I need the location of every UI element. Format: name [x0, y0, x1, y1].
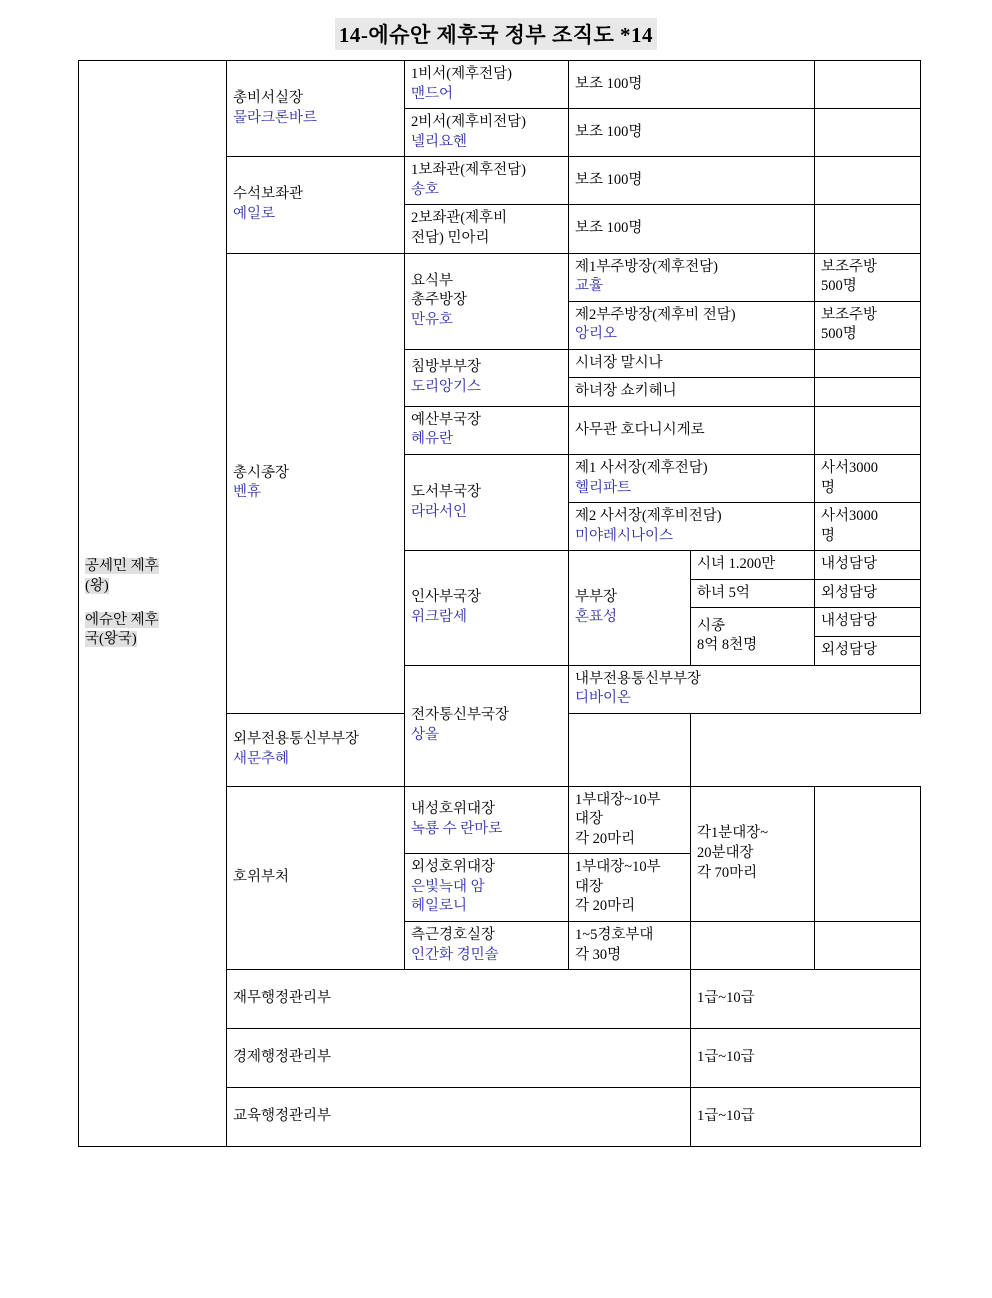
aide-1-name: 송호 [411, 181, 440, 198]
telecom-dept: 전자통신부국장 [411, 707, 510, 723]
secretary-1-name: 맨드어 [411, 85, 454, 102]
hr-staff-3-label: 시종 [697, 617, 726, 634]
budget-dept-cell [405, 406, 569, 454]
telecom-sub-1-label: 내부전용통신부부장 [575, 670, 702, 687]
kitchen-sub-1-cell [569, 253, 815, 301]
kitchen-sub-2-cell [569, 301, 815, 349]
kitchen-sub-1-count: 보조주방 [821, 258, 878, 275]
hr-staff-3-assign-2: 외성담당 [815, 636, 921, 665]
secretary-office-cell [227, 61, 405, 157]
guard-squad-line-3: 각 70마리 [697, 864, 758, 881]
chamberlain-title: 총시종장 [233, 464, 290, 481]
aide-1-role: 1보좌관(제후전담) [411, 162, 526, 179]
hr-vice-name: 혼표성 [575, 608, 618, 625]
library-sub-1-name: 헬리파트 [575, 479, 632, 496]
telecom-sub-2-name: 새문추혜 [233, 750, 290, 767]
guard-unit-3-detail-cell [569, 922, 691, 970]
ministry-3-grade: 1급~10급 [691, 1088, 921, 1147]
budget-name: 혜유란 [411, 431, 454, 448]
ministry-1-grade: 1급~10급 [691, 970, 921, 1029]
guard-unit-3-blank-1 [691, 922, 815, 970]
telecom-name: 상올 [411, 726, 440, 743]
library-sub-1-count-cell [815, 455, 921, 503]
hr-staff-2-label: 하녀 5억 [691, 579, 815, 608]
guard-title: 호위부처 [233, 869, 290, 886]
library-sub-1-count: 사서3000 [821, 460, 879, 476]
library-sub-2-count: 사서3000 [821, 508, 879, 525]
secretary-office-name: 물라크론바르 [233, 109, 318, 126]
hr-name: 위크람세 [411, 608, 468, 625]
hr-staff-1-label: 시녀 1.200만 [691, 551, 815, 580]
aide-1-role-cell [405, 157, 569, 205]
guard-cell [227, 786, 405, 970]
secretary-2-support: 보조 100명 [569, 109, 815, 157]
kitchen-sub-1-name: 교휼 [575, 278, 604, 295]
guard-unit-1-detail-2: 대장 [575, 811, 604, 828]
budget-sub-extra [815, 406, 921, 454]
guard-squad-line-2: 20분대장 [697, 845, 754, 862]
root-title-line3: 에슈안 제후 [85, 611, 159, 628]
telecom-sub-1-cell [569, 665, 921, 713]
library-sub-2-count-cell [815, 503, 921, 551]
guard-unit-1-name: 녹룡 수 란마로 [411, 820, 503, 837]
chief-aide-name: 예일로 [233, 205, 276, 222]
root-ruler-cell [79, 61, 227, 1147]
library-name: 라라서인 [411, 503, 468, 520]
bedchamber-sub-1-cell [569, 349, 815, 378]
kitchen-dept-cell [405, 253, 569, 349]
aide-1-extra [815, 157, 921, 205]
secretary-office-title: 총비서실장 [233, 90, 304, 107]
library-sub-2-count-2: 명 [821, 527, 836, 544]
hr-dept-cell [405, 551, 569, 665]
kitchen-sub-2-count: 보조주방 [821, 306, 878, 323]
kitchen-chief-name: 만유호 [411, 311, 454, 328]
kitchen-dept: 요식부 [411, 272, 454, 289]
kitchen-dept-2: 총주방장 [411, 292, 468, 309]
hr-vice-title: 부부장 [575, 589, 618, 606]
ministry-1-name: 재무행정관리부 [227, 970, 691, 1029]
table-row [79, 61, 921, 109]
kitchen-sub-2-label: 제2부주방장(제후비 전담) [575, 306, 736, 323]
aide-1-support: 보조 100명 [569, 157, 815, 205]
hr-staff-3-label-cell [691, 608, 815, 665]
chamberlain-name: 벤휴 [233, 484, 262, 501]
budget-sub-cell [569, 406, 815, 454]
root-title-line1: 공세민 제후 [85, 558, 159, 575]
kitchen-sub-1-count-2: 500명 [821, 278, 857, 295]
library-dept: 도서부국장 [411, 484, 482, 501]
guard-unit-3-detail-1: 1~5경호부대 [575, 927, 654, 943]
title-container [0, 0, 992, 60]
kitchen-sub-2-name: 앙리오 [575, 326, 618, 343]
guard-unit-3-blank-2 [815, 922, 921, 970]
secretary-2-role-cell [405, 109, 569, 157]
guard-unit-2-detail-cell [569, 854, 691, 922]
secretary-2-name: 넬리요헨 [411, 133, 468, 150]
library-sub-1-label: 제1 사서장(제후전담) [575, 460, 708, 476]
bedchamber-sub-2-cell [569, 378, 815, 407]
guard-unit-1-detail-cell [569, 786, 691, 854]
telecom-sub-1-name: 디바이온 [575, 690, 632, 707]
bedchamber-sub-1-extra [815, 349, 921, 378]
secretary-1-support: 보조 100명 [569, 61, 815, 109]
bedchamber-dept: 침방부부장 [411, 359, 482, 376]
root-spacer [85, 597, 220, 611]
library-sub-2-cell [569, 503, 815, 551]
secretary-1-role-cell [405, 61, 569, 109]
aide-2-extra [815, 205, 921, 253]
secretary-1-extra [815, 61, 921, 109]
aide-2-role-2: 전담) 민아리 [411, 229, 490, 246]
hr-dept: 인사부국장 [411, 589, 482, 606]
ministry-3-name: 교육행정관리부 [227, 1088, 691, 1147]
kitchen-sub-2-count-2: 500명 [821, 326, 857, 343]
telecom-sub-2-label: 외부전용통신부부장 [233, 731, 360, 748]
root-title-line2: (왕) [85, 578, 109, 594]
chamberlain-cell [227, 253, 405, 713]
ministry-2-name: 경제행정관리부 [227, 1029, 691, 1088]
guard-unit-1-label: 내성호위대장 [411, 801, 496, 818]
secretary-2-role: 2비서(제후비전담) [411, 114, 526, 131]
organization-chart-table [78, 60, 921, 1147]
guard-squad-cell [691, 786, 815, 921]
guard-unit-3-detail-2: 각 30명 [575, 946, 622, 963]
library-sub-2-name: 미야레시나이스 [575, 527, 674, 544]
bedchamber-dept-cell [405, 349, 569, 406]
library-sub-2-label: 제2 사서장(제후비전담) [575, 508, 722, 525]
library-dept-cell [405, 455, 569, 551]
guard-unit-1-detail-3: 각 20마리 [575, 830, 636, 847]
bedchamber-name: 도리앙기스 [411, 378, 482, 395]
library-sub-1-cell [569, 455, 815, 503]
aide-2-support: 보조 100명 [569, 205, 815, 253]
root-title-line4: 국(왕국) [85, 631, 137, 648]
secretary-1-role: 1비서(제후전담) [411, 66, 512, 82]
chief-aide-title: 수석보좌관 [233, 186, 304, 203]
chief-aide-cell [227, 157, 405, 253]
aide-2-role-cell [405, 205, 569, 253]
guard-unit-2-detail-1: 1부대장~10부 [575, 859, 661, 876]
library-sub-1-count-2: 명 [821, 479, 836, 496]
guard-squad-line-1: 각1분대장~ [697, 825, 769, 842]
bedchamber-sub-2-label: 하녀장 쇼키헤니 [575, 383, 677, 400]
ministry-2-grade: 1급~10급 [691, 1029, 921, 1088]
budget-sub-label: 사무관 호다니시게로 [575, 421, 705, 438]
budget-dept: 예산부국장 [411, 411, 482, 428]
guard-unit-2-name: 은빛늑대 암 [411, 878, 485, 895]
guard-unit-2-detail-3: 각 20마리 [575, 898, 636, 915]
hr-staff-3-assign: 내성담당 [815, 608, 921, 637]
guard-unit-2-cell [405, 854, 569, 922]
guard-unit-2-detail-2: 대장 [575, 878, 604, 895]
aide-2-role: 2보좌관(제후비 [411, 210, 508, 227]
guard-unit-2-name-2: 헤일로니 [411, 898, 468, 915]
guard-unit-3-name: 인간화 경민솔 [411, 946, 499, 963]
guard-unit-3-label: 측근경호실장 [411, 927, 496, 943]
kitchen-sub-2-count-cell [815, 301, 921, 349]
guard-unit-1-detail-1: 1부대장~10부 [575, 791, 661, 808]
hr-staff-2-assign: 외성담당 [815, 579, 921, 608]
guard-unit-1-cell [405, 786, 569, 854]
kitchen-sub-1-count-cell [815, 253, 921, 301]
page-title: 14-에슈안 제후국 정부 조직도 *14 [335, 18, 657, 50]
guard-unit-3-cell [405, 922, 569, 970]
bedchamber-sub-1-label: 시녀장 말시나 [575, 354, 663, 371]
guard-unit-2-label: 외성호위대장 [411, 859, 496, 876]
secretary-2-extra [815, 109, 921, 157]
bedchamber-sub-2-extra [815, 378, 921, 407]
guard-extra-cell [815, 786, 921, 921]
kitchen-sub-1-label: 제1부주방장(제후전담) [575, 258, 718, 275]
hr-staff-3-label-2: 8억 8천명 [697, 637, 758, 654]
hr-vice-cell [569, 551, 691, 665]
hr-staff-1-assign: 내성담당 [815, 551, 921, 580]
